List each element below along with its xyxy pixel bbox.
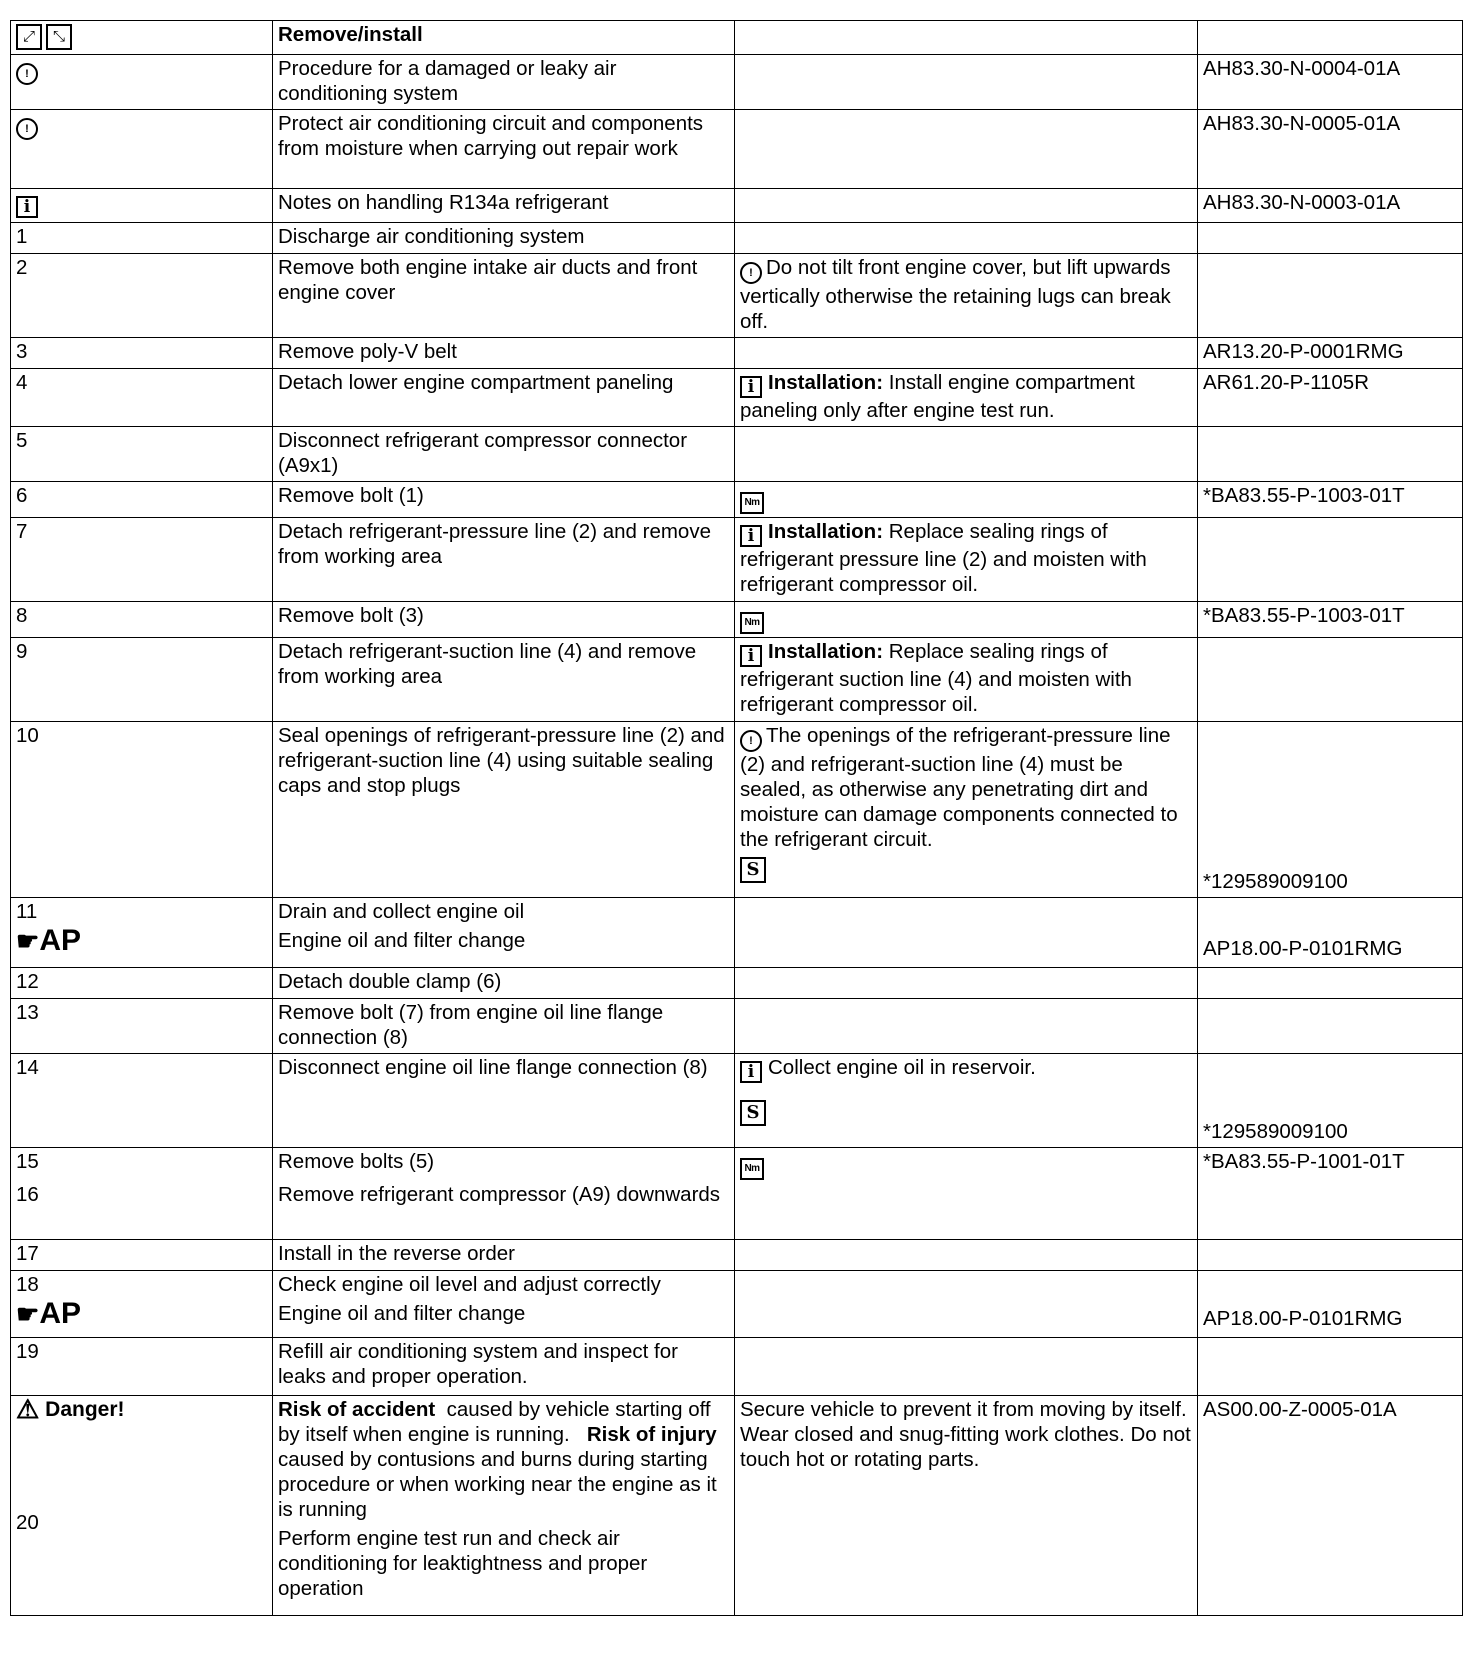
reference-link[interactable]: *BA83.55-P-1003-01T — [1198, 602, 1463, 638]
header-title: Remove/install — [273, 21, 735, 55]
tool-number-link[interactable]: *129589009100 — [1203, 1120, 1348, 1143]
note-text: The openings of the refrigerant-pressure line (2) and refrigerant-suction line (4) must be sealed, as otherwise any penetrating dirt and moisture can damage components connected to the refrigerant circuit. — [740, 724, 1178, 851]
table-row — [11, 189, 1463, 223]
note-circle-icon: ! — [740, 262, 762, 284]
step-number: 6 — [11, 482, 273, 518]
work-step-text: Remove poly-V belt — [273, 338, 735, 369]
table-row — [11, 338, 1463, 369]
table-row — [11, 110, 1463, 189]
work-step-text: Detach lower engine compartment paneling — [273, 369, 735, 427]
pointing-hand-icon: ☛ — [16, 926, 40, 956]
special-tool-icon: S — [740, 857, 766, 883]
work-step-text: Disconnect engine oil line flange connection (8) — [273, 1054, 735, 1148]
table-row — [11, 1396, 1463, 1616]
note-circle-icon: ! — [740, 730, 762, 752]
table-row — [11, 1054, 1463, 1148]
note-cell — [735, 254, 1198, 338]
note-cell — [735, 369, 1198, 427]
work-step-text: Refill air conditioning system and inspect for leaks and proper operation. — [273, 1338, 735, 1396]
work-step-text: Remove bolt (7) from engine oil line flange connection (8) — [273, 999, 735, 1054]
work-step-text: Remove both engine intake air ducts and front engine cover — [273, 254, 735, 338]
step-number: 12 — [11, 968, 273, 999]
reference-link[interactable]: AP18.00-P-0101RMG — [1203, 1307, 1403, 1330]
table-row — [11, 254, 1463, 338]
step-number: 17 — [11, 1240, 273, 1271]
torque-icon: Nm — [740, 612, 764, 634]
ap-work-text: Engine oil and filter change — [278, 1302, 526, 1325]
info-icon: i — [740, 645, 762, 667]
expand-icon[interactable]: ⤢ — [16, 24, 42, 50]
table-row — [11, 223, 1463, 254]
step-number: 19 — [11, 1338, 273, 1396]
step-number: 18 — [16, 1273, 39, 1296]
work-step-text: Disconnect refrigerant compressor connector (A9x1) — [273, 427, 735, 482]
reference-link[interactable]: AS00.00-Z-0005-01A — [1198, 1396, 1463, 1616]
table-row — [11, 55, 1463, 110]
work-step-text: Remove bolts (5) — [278, 1150, 435, 1173]
work-step-text: Protect air conditioning circuit and components from moisture when carrying out repair work — [273, 110, 735, 189]
reference-link[interactable]: AP18.00-P-0101RMG — [1203, 937, 1403, 960]
reference-link[interactable]: *BA83.55-P-1001-01T — [1198, 1148, 1463, 1240]
ap-work-text: Engine oil and filter change — [278, 929, 526, 952]
collapse-icon[interactable]: ⤡ — [46, 24, 72, 50]
table-row — [11, 638, 1463, 722]
reference-link[interactable]: AH83.30-N-0004-01A — [1198, 55, 1463, 110]
note-text: Collect engine oil in reservoir. — [768, 1056, 1036, 1079]
note-text: Install engine compartment paneling only after engine test run. — [740, 371, 1135, 422]
work-step-text: Procedure for a damaged or leaky air conditioning system — [273, 55, 735, 110]
reference-link[interactable]: AR13.20-P-0001RMG — [1198, 338, 1463, 369]
step-number: 7 — [11, 518, 273, 602]
work-step-text: Detach refrigerant-pressure line (2) and remove from working area — [273, 518, 735, 602]
installation-label: Installation: — [768, 640, 884, 663]
info-icon: i — [16, 196, 38, 218]
step-number: 10 — [11, 722, 273, 898]
table-row — [11, 1271, 1463, 1338]
note-text: Wear closed and snug-fitting work clothes. Do not touch hot or rotating parts. — [740, 1423, 1191, 1471]
reference-link[interactable]: AH83.30-N-0005-01A — [1198, 110, 1463, 189]
reference-link[interactable]: AR61.20-P-1105R — [1198, 369, 1463, 427]
work-step-text: Notes on handling R134a refrigerant — [273, 189, 735, 223]
table-row — [11, 427, 1463, 482]
work-step-text: Detach refrigerant-suction line (4) and remove from working area — [273, 638, 735, 722]
work-step-text: Seal openings of refrigerant-pressure line (2) and refrigerant-suction line (4) using suitable sealing caps and stop plugs — [273, 722, 735, 898]
step-number: 16 — [16, 1183, 39, 1206]
table-row — [11, 369, 1463, 427]
note-cell — [735, 518, 1198, 602]
danger-text: Risk of accident caused by vehicle starting off by itself when engine is running. Risk of injury caused by contusions and burns during starting procedure or when working near the engine as it is running — [278, 1398, 717, 1521]
note-text: Replace sealing rings of refrigerant suction line (4) and moisten with refrigerant compressor oil. — [740, 640, 1132, 716]
header-icons-cell — [11, 21, 273, 55]
work-step-text: Drain and collect engine oil — [278, 900, 525, 923]
note-cell — [735, 638, 1198, 722]
note-text: Replace sealing rings of refrigerant pressure line (2) and moisten with refrigerant compressor oil. — [740, 520, 1147, 596]
special-tool-icon: S — [740, 1100, 766, 1126]
table-row — [11, 602, 1463, 638]
tool-number-link[interactable]: *129589009100 — [1203, 870, 1348, 893]
note-cell — [735, 1054, 1198, 1148]
info-icon: i — [740, 1061, 762, 1083]
work-step-text: Install in the reverse order — [273, 1240, 735, 1271]
work-step-text: Remove bolt (3) — [273, 602, 735, 638]
work-step-text: Remove bolt (1) — [273, 482, 735, 518]
work-step-text: Check engine oil level and adjust correctly — [278, 1273, 661, 1296]
installation-label: Installation: — [768, 371, 884, 394]
work-step-text: Remove refrigerant compressor (A9) downwards — [278, 1183, 721, 1206]
step-number: 20 — [16, 1511, 39, 1534]
ap-reference: ☛AP — [16, 924, 81, 957]
table-row — [11, 722, 1463, 898]
step-number: 5 — [11, 427, 273, 482]
step-number: 9 — [11, 638, 273, 722]
step-number: 2 — [11, 254, 273, 338]
table-row — [11, 482, 1463, 518]
work-step-text: Detach double clamp (6) — [273, 968, 735, 999]
table-row — [11, 518, 1463, 602]
danger-label: ⚠ Danger! — [16, 1394, 125, 1424]
work-step-text: Perform engine test run and check air conditioning for leaktightness and proper operation — [278, 1527, 648, 1600]
step-number: 1 — [11, 223, 273, 254]
table-header-row — [11, 21, 1463, 55]
step-number: 13 — [11, 999, 273, 1054]
table-row — [11, 1338, 1463, 1396]
note-circle-icon: ! — [16, 63, 38, 85]
note-circle-icon: ! — [16, 118, 38, 140]
reference-link[interactable]: AH83.30-N-0003-01A — [1198, 189, 1463, 223]
table-row — [11, 999, 1463, 1054]
step-number: 4 — [11, 369, 273, 427]
step-number: 15 — [16, 1150, 39, 1173]
procedure-table — [10, 20, 1463, 1616]
step-number: 8 — [11, 602, 273, 638]
table-row — [11, 1240, 1463, 1271]
torque-icon: Nm — [740, 1158, 764, 1180]
ap-reference: ☛AP — [16, 1297, 81, 1330]
pointing-hand-icon: ☛ — [16, 1299, 40, 1329]
warning-triangle-icon: ⚠ — [16, 1394, 40, 1424]
info-icon: i — [740, 525, 762, 547]
work-step-text: Discharge air conditioning system — [273, 223, 735, 254]
info-icon: i — [740, 376, 762, 398]
table-row — [11, 968, 1463, 999]
installation-label: Installation: — [768, 520, 884, 543]
reference-link[interactable]: *BA83.55-P-1003-01T — [1198, 482, 1463, 518]
table-row — [11, 898, 1463, 968]
torque-icon: Nm — [740, 492, 764, 514]
step-number: 3 — [11, 338, 273, 369]
step-number: 11 — [16, 900, 38, 923]
step-number: 14 — [11, 1054, 273, 1148]
note-text: Do not tilt front engine cover, but lift upwards vertically otherwise the retaining lugs can break off. — [740, 256, 1171, 333]
note-text: Secure vehicle to prevent it from moving by itself. — [740, 1398, 1187, 1421]
note-cell — [735, 722, 1198, 898]
table-row — [11, 1148, 1463, 1240]
